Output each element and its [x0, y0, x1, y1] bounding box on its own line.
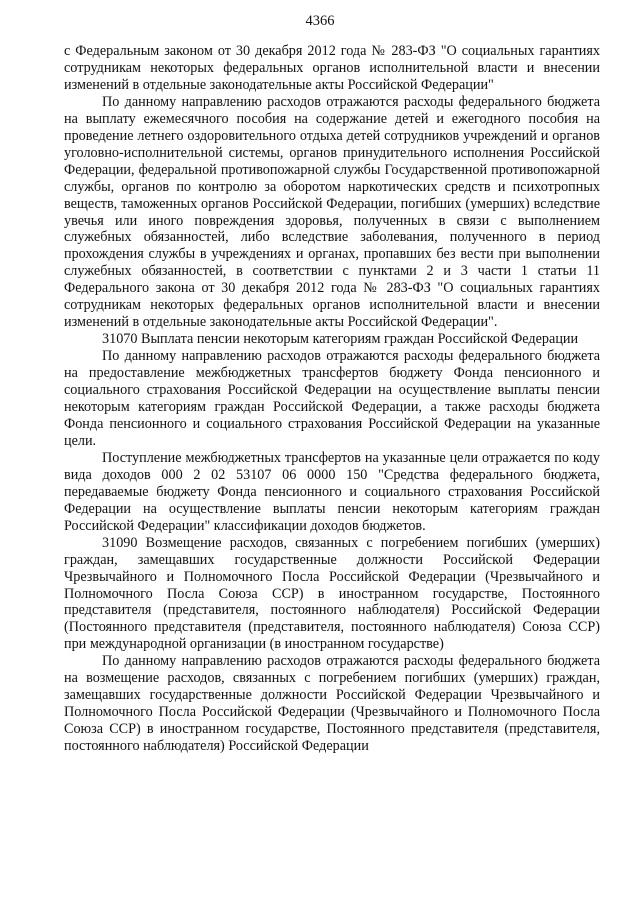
- paragraph-31090-description: По данному направлению расходов отражаются расходы федерального бюджета на возмещение расходов, связанных с погребением погибших (умерших) граждан, замещавших государственные должности Российской Федерации Чрезвычайного и Полномочного Посла Российской Федерации (Чрезвычайного и Полномочного Посла Союза ССР) в иностранном государстве, Постоянного представителя (представителя, постоянного наблюдателя) Российской Федерации: [64, 653, 600, 755]
- page-number: 4366: [305, 13, 335, 29]
- section-heading-31070: 31070 Выплата пенсии некоторым категориям граждан Российской Федерации: [102, 331, 579, 348]
- paragraph-continuation: с Федеральным законом от 30 декабря 2012 года № 283-ФЗ "О социальных гарантиях сотрудникам некоторых федеральных органов исполнительной власти и внесении изменений в отдельные законодательные акты Российской Федерации": [64, 43, 600, 93]
- paragraph-31070-description: По данному направлению расходов отражаются расходы федерального бюджета на предоставление межбюджетных трансфертов бюджету Фонда пенсионного и социального страхования Российской Федерации на осуществление выплаты пенсии некоторым категориям граждан Российской Федерации, а также расходы бюджета Фонда пенсионного и социального страхования Российской Федерации на указанные цели.: [64, 348, 600, 449]
- section-heading-31090: 31090 Возмещение расходов, связанных с погребением погибших (умерших) граждан, замещавших государственные должности Российской Федерации Чрезвычайного и Полномочного Посла Российской Федерации (Чрезвычайного и Полномочного Посла Союза ССР) в иностранном государстве, Постоянного представителя (представителя, постоянного наблюдателя) Российской Федерации (Постоянного представителя (представителя, постоянного наблюдателя) Союза ССР) при международной организации (в иностранном государстве): [64, 534, 600, 653]
- document-body: [64, 43, 600, 755]
- paragraph-payment-benefits: По данному направлению расходов отражаются расходы федерального бюджета на выплату ежемесячного пособия на содержание детей и ежегодного пособия на проведение летнего оздоровительного отдыха детей сотрудников учреждений и органов уголовно-исполнительной системы, органов принудительного исполнения Российской Федерации, федеральной противопожарной службы Государственной противопожарной службы, органов по контролю за оборотом наркотических средств и психотропных веществ, таможенных органов Российской Федерации, погибших (умерших) вследствие увечья или иного повреждения здоровья, полученных в связи с выполнением служебных обязанностей, либо вследствие заболевания, полученного в период прохождения службы в учреждениях и органах, пропавших без вести при выполнении служебных обязанностей, в соответствии с пунктами 2 и 3 части 1 статьи 11 Федерального закона от 30 декабря 2012 года № 283-ФЗ "О социальных гарантиях сотрудникам некоторых федеральных органов исполнительной власти и внесении изменений в отдельные законодательные акты Российской Федерации".: [64, 93, 600, 331]
- paragraph-31070-revenue-code: Поступление межбюджетных трансфертов на указанные цели отражается по коду вида доходов 000 2 02 53107 06 0000 150 "Средства федерального бюджета, передаваемые бюджету Фонда пенсионного и социального страхования Российской Федерации на осуществление выплаты пенсии некоторым категориям граждан Российской Федерации" классификации доходов бюджетов.: [64, 449, 600, 534]
